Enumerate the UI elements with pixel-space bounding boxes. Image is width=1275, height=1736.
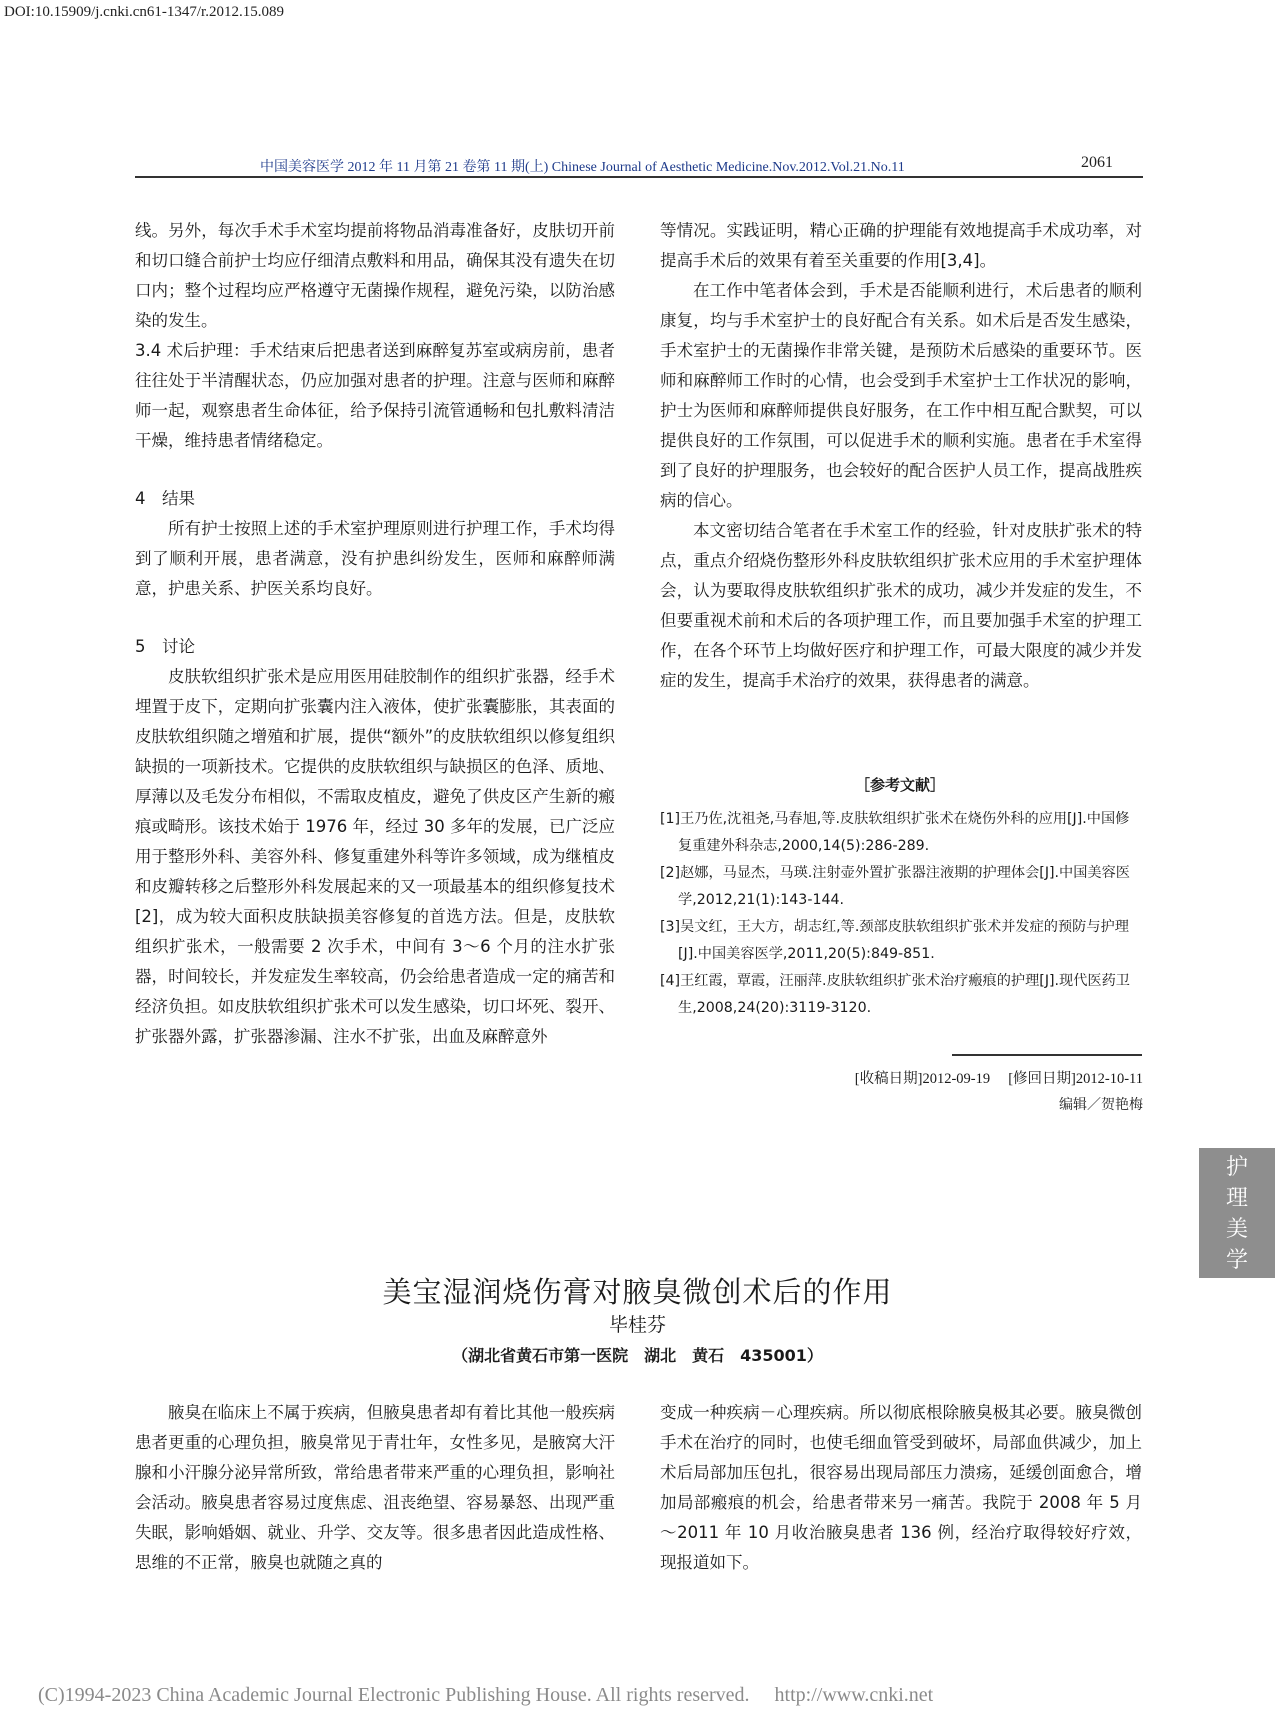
- paragraph: 皮肤软组织扩张术是应用医用硅胶制作的组织扩张器，经手术埋置于皮下，定期向扩张囊内注入液体，使扩张囊膨胀，其表面的皮肤软组织随之增殖和扩展，提供“额外”的皮肤软组织以修复组织缺损的一项新技术。它提供的皮肤软组织与缺损区的色泽、质地、厚薄以及毛发分布相似，不需取皮植皮，避免了供皮区产生新的瘢痕或畸形。该技术始于 1976 年，经过 30 多年的发展，已广泛应用于整形外科、美容外科、修复重建外科等许多领域，成为继植皮和皮瓣转移之后整形外科发展起来的又一项最基本的组织修复技术[2]，成为较大面积皮肤缺损美容修复的首选方法。但是，皮肤软组织扩张术，一般需要 2 次手术，中间有 3～6 个月的注水扩张器，时间较长，并发症发生率较高，仍会给患者造成一定的痛苦和经济负担。如皮肤软组织扩张术可以发生感染，切口坏死、裂开、扩张器外露，扩张器渗漏、注水不扩张，出血及麻醉意外: [135, 667, 615, 1046]
- left-column: [135, 216, 615, 1052]
- side-tab-char: 美: [1225, 1217, 1248, 1242]
- paragraph: 在工作中笔者体会到，手术是否能顺利进行，术后患者的顺利康复，均与手术室护士的良好配合有关系。如术后是否发生感染，手术室护士的无菌操作非常关键，是预防术后感染的重要环节。医师和麻醉师工作时的心情，也会受到手术室护士工作状况的影响，护士为医师和麻醉师提供良好服务，在工作中相互配合默契，可以提供良好的工作氛围，可以促进手术的顺利实施。患者在手术室得到了良好的护理服务，也会较好的配合医护人员工作，提高战胜疾病的信心。: [660, 281, 1142, 510]
- article-affiliation: （湖北省黄石市第一医院 湖北 黄石 435001）: [452, 1346, 823, 1365]
- reference-item: [3]吴文红，王大方，胡志红,等.颈部皮肤软组织扩张术并发症的预防与护理[J].中国美容医学,2011,20(5):849-851.: [660, 919, 1129, 962]
- reference-item: [2]赵娜，马显杰，马瑛.注射壶外置扩张器注液期的护理体会[J].中国美容医学,2012,21(1):143-144.: [660, 865, 1130, 908]
- editor-line: 编辑／贺艳梅: [1059, 1097, 1143, 1113]
- copyright-footer: (C)1994-2023 China Academic Journal Electronic Publishing House. All rights reserved. http://www.cnki.net: [38, 1684, 934, 1706]
- reference-item: [4]王红霞，覃霞，汪丽萍.皮肤软组织扩张术治疗瘢痕的护理[J].现代医药卫生,2008,24(20):3119-3120.: [660, 973, 1130, 1016]
- paragraph: 所有护士按照上述的手术室护理原则进行护理工作，手术均得到了顺利开展，患者满意，没有护患纠纷发生，医师和麻醉师满意，护患关系、护医关系均良好。: [135, 519, 615, 598]
- paragraph: 腋臭在临床上不属于疾病，但腋臭患者却有着比其他一般疾病患者更重的心理负担，腋臭常见于青壮年，女性多见，是腋窝大汗腺和小汗腺分泌异常所致，常给患者带来严重的心理负担，影响社会活动。腋臭患者容易过度焦虑、沮丧绝望、容易暴怒、出现严重失眠，影响婚姻、就业、升学、交友等。很多患者因此造成性格、思维的不正常，腋臭也就随之真的: [135, 1403, 615, 1572]
- journal-citation: 中国美容医学 2012 年 11 月第 21 卷第 11 期(上) Chinese Journal of Aesthetic Medicine.Nov.2012.Vol.21.No.11: [260, 160, 905, 175]
- article2-right-column: [660, 1398, 1142, 1578]
- paragraph: 3.4 术后护理：手术结束后把患者送到麻醉复苏室或病房前，患者往往处于半清醒状态，仍应加强对患者的护理。注意与医师和麻醉师一起，观察患者生命体征，给予保持引流管通畅和包扎敷料清洁干燥，维持患者情绪稳定。: [135, 341, 615, 450]
- side-tab-char: 理: [1225, 1186, 1248, 1211]
- side-tab-char: 学: [1225, 1248, 1248, 1273]
- running-header: [135, 156, 1143, 178]
- doi-line: DOI:10.15909/j.cnki.cn61-1347/r.2012.15.089: [4, 4, 284, 20]
- date-line: [收稿日期]2012-09-19 [修回日期]2012-10-11: [854, 1071, 1143, 1087]
- paragraph: 线。另外，每次手术手术室均提前将物品消毒准备好，皮肤切开前和切口缝合前护士均应仔细清点敷料和用品，确保其没有遗失在切口内；整个过程均应严格遵守无菌操作规程，避免污染，以防治感染的发生。: [135, 221, 615, 330]
- section-heading: 5 讨论: [135, 637, 195, 656]
- article-title: 美宝湿润烧伤膏对腋臭微创术后的作用: [382, 1275, 893, 1309]
- section-side-tab: [1199, 1148, 1275, 1278]
- side-tab-char: 护: [1225, 1155, 1248, 1180]
- references-list: [660, 806, 1142, 1022]
- page-number: 2061: [1081, 154, 1113, 171]
- references-title: ［参考文献］: [854, 776, 945, 794]
- paragraph: 本文密切结合笔者在手术室工作的经验，针对皮肤扩张术的特点，重点介绍烧伤整形外科皮肤软组织扩张术应用的手术室护理体会，认为要取得皮肤软组织扩张术的成功，减少并发症的发生，不但要重视术前和术后的各项护理工作，而且要加强手术室的护理工作，在各个环节上均做好医疗和护理工作，可最大限度的减少并发症的发生，提高手术治疗的效果，获得患者的满意。: [660, 521, 1142, 690]
- paragraph: 等情况。实践证明，精心正确的护理能有效地提高手术成功率，对提高手术后的效果有着至关重要的作用[3,4]。: [660, 221, 1142, 270]
- article2-left-column: [135, 1398, 615, 1578]
- reference-item: [1]王乃佐,沈祖尧,马春旭,等.皮肤软组织扩张术在烧伤外科的应用[J].中国修复重建外科杂志,2000,14(5):286-289.: [660, 811, 1130, 854]
- right-column: [660, 216, 1142, 696]
- received-dates: [805, 1066, 1143, 1118]
- section-heading: 4 结果: [135, 489, 195, 508]
- paragraph: 变成一种疾病－心理疾病。所以彻底根除腋臭极其必要。腋臭微创手术在治疗的同时，也使毛细血管受到破坏，局部血供减少，加上术后局部加压包扎，很容易出现局部压力溃疡，延缓创面愈合，增加局部瘢痕的机会，给患者带来另一痛苦。我院于 2008 年 5 月～2011 年 10 月收治腋臭患者 136 例，经治疗取得较好疗效，现报道如下。: [660, 1403, 1142, 1572]
- divider: [952, 1054, 1142, 1056]
- article-author: 毕桂芬: [608, 1314, 666, 1336]
